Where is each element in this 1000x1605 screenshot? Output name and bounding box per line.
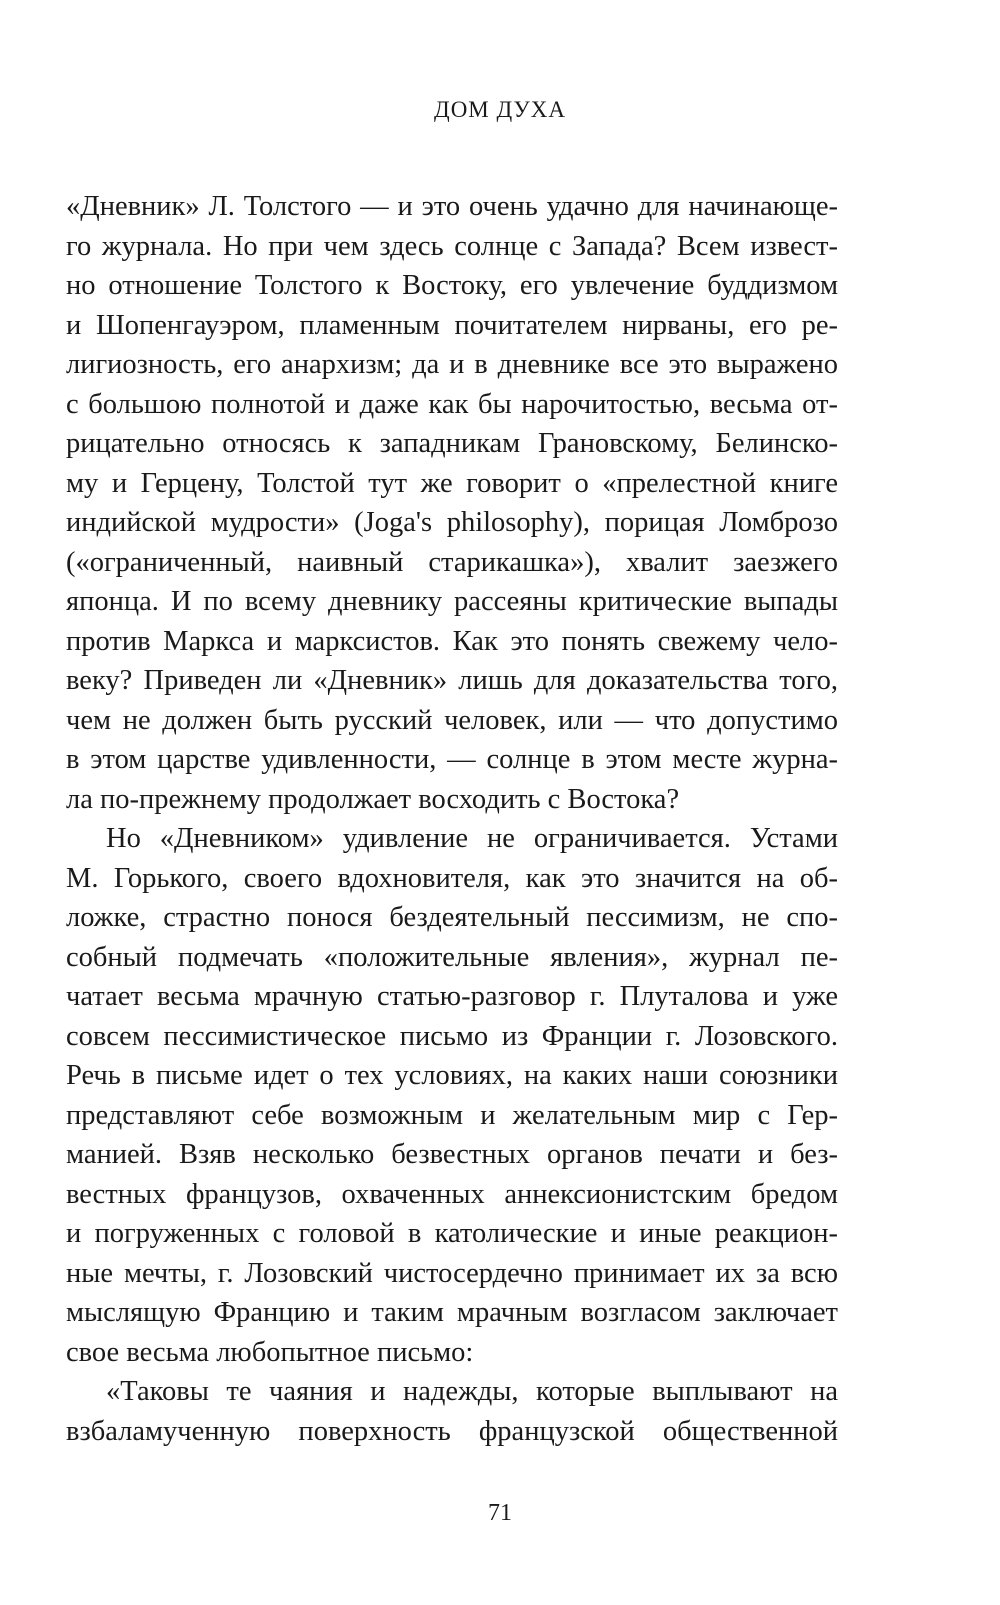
text-line: но отношение Толстого к Востоку, его увлечение буддизмом xyxy=(66,270,838,301)
text-line: чатает весьма мрачную статью-разговор г. Плуталова и уже xyxy=(66,981,838,1012)
text-line: М. Горького, своего вдохновителя, как это значится на об- xyxy=(66,862,838,894)
text-line: «Дневник» Л. Толстого — и это очень удачно для начинающе- xyxy=(66,191,838,222)
text-line: индийской мудрости» (Joga's philosophy), порицая Ломброзо xyxy=(66,507,838,538)
running-head: ДОМ ДУХА xyxy=(434,97,566,122)
text-line: против Маркса и марксистов. Как это понять свежему чело- xyxy=(66,625,838,657)
page-number: 71 xyxy=(488,1500,512,1526)
text-line: мыслящую Францию и таким мрачным возгласом заключает xyxy=(66,1297,838,1328)
text-line: свое весьма любопытное письмо: xyxy=(66,1336,474,1368)
text-line: чем не должен быть русский человек, или — что допустимо xyxy=(66,704,838,736)
text-line: взбаламученную поверхность французской общественной xyxy=(66,1415,838,1447)
text-line: ложке, страстно понося бездеятельный пессимизм, не спо- xyxy=(66,902,838,933)
text-line: Но «Дневником» удивление не ограничивается. Устами xyxy=(106,823,838,854)
text-line: вестных французов, охваченных аннексионистским бредом xyxy=(66,1178,838,1210)
text-line: и Шопенгауэром, пламенным почитателем нирваны, его ре- xyxy=(66,309,838,341)
text-line: му и Герцену, Толстой тут же говорит о «прелестной книге xyxy=(66,467,838,499)
text-line: и погруженных с головой в католические и иные реакцион- xyxy=(66,1218,838,1249)
text-line: ла по-прежнему продолжает восходить с Востока? xyxy=(66,783,680,815)
text-line: лигиозность, его анархизм; да и в дневнике все это выражено xyxy=(66,349,838,380)
text-line: японца. И по всему дневнику рассеяны критические выпады xyxy=(66,586,838,617)
text-line: го журнала. Но при чем здесь солнце с Запада? Всем извест- xyxy=(66,230,838,262)
text-line: рицательно относясь к западникам Грановскому, Белинско- xyxy=(66,428,838,459)
text-line: совсем пессимистическое письмо из Франции г. Лозовского. xyxy=(66,1020,838,1052)
text-line: «Таковы те чаяния и надежды, которые выплывают на xyxy=(106,1376,838,1407)
text-line: собный подмечать «положительные явления», журнал пе- xyxy=(66,941,838,973)
text-line: с большою полнотой и даже как бы нарочитостью, весьма от- xyxy=(66,388,838,420)
text-line: в этом царстве удивленности, — солнце в этом месте журна- xyxy=(66,744,838,775)
body-text xyxy=(66,187,838,1451)
text-line: представляют себе возможным и желательным мир с Гер- xyxy=(66,1099,838,1131)
text-line: манией. Взяв несколько безвестных органов печати и без- xyxy=(66,1139,838,1170)
text-line: веку? Приведен ли «Дневник» лишь для доказательства того, xyxy=(66,665,838,696)
text-line: ные мечты, г. Лозовский чистосердечно принимает их за всю xyxy=(66,1257,838,1289)
text-line: («ограниченный, наивный старикашка»), хвалит заезжего xyxy=(66,546,838,578)
text-line: Речь в письме идет о тех условиях, на каких наши союзники xyxy=(66,1060,838,1091)
